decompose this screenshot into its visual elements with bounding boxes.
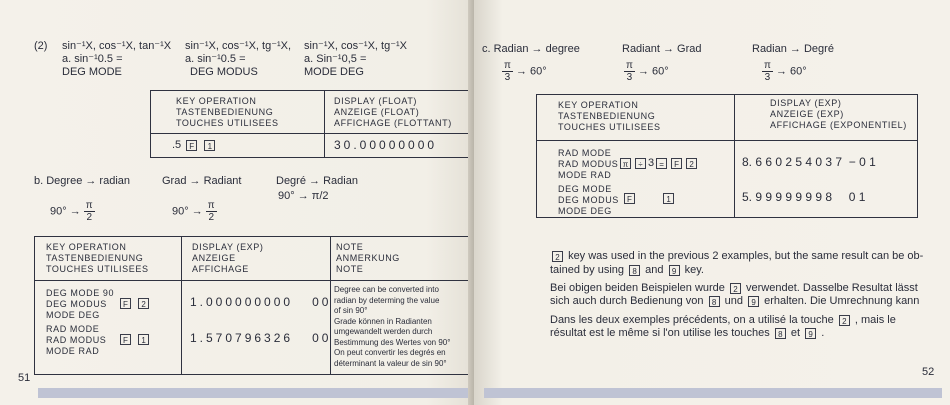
right-table-col-divider bbox=[734, 94, 735, 218]
section-b-col2-line1: Grad → Radiant bbox=[162, 175, 242, 187]
page-number-left: 51 bbox=[18, 372, 31, 384]
para-en-line1: 2 key was used in the previous 2 examples, but the same result can be ob- bbox=[550, 250, 923, 263]
eight-key-icon: 8 bbox=[629, 265, 640, 276]
section-c-col1-formula: $\frac{\pi}{3}$ → 60° bbox=[504, 60, 547, 83]
one-key-icon: 1 bbox=[138, 334, 149, 345]
section-b-col1-line2: 90° → $\frac{\pi}{2}$ bbox=[50, 200, 93, 223]
section-2-col3-line2: a. Sin⁻¹0,5 = bbox=[304, 53, 367, 65]
pi-over-3-fraction-de: $\frac{\pi}{3}$ bbox=[626, 60, 633, 83]
right-table-row2-keys bbox=[622, 192, 676, 205]
table2-row1-key-label: DEG MODE 90 DEG MODUS MODE DEG bbox=[46, 288, 115, 320]
right-table-row1-label: RAD MODE RAD MODUS MODE RAD bbox=[558, 148, 619, 180]
section-c-col2-formula: $\frac{\pi}{3}$ → 60° bbox=[626, 60, 669, 83]
table2-header-display: DISPLAY (EXP) ANZEIGE AFFICHAGE bbox=[192, 242, 264, 274]
right-table-row2-display: 5. 9 9 9 9 9 9 9 8 0 1 bbox=[742, 190, 866, 204]
table2-note: Degree can be converted into radian by determing the value of sin 90° Grade können in Radianten umgewandelt werden durch Bestimmung des Wertes von 90° On peut convertir les degrés en déterminant la valeur de sin 90° bbox=[334, 285, 451, 368]
right-table-header-display: DISPLAY (EXP) ANZEIGE (EXP) AFFICHAGE (EXPONENTIEL) bbox=[770, 98, 907, 130]
section-2-col2-line2: a. sin⁻¹0.5 = bbox=[185, 53, 246, 65]
section-2-col1-line1: sin⁻¹X, cos⁻¹X, tan⁻¹X bbox=[62, 40, 172, 52]
table2-row1-display: 1.000000000 00 bbox=[190, 295, 332, 309]
pi-over-3-fraction-fr: $\frac{\pi}{3}$ bbox=[764, 60, 771, 83]
section-b-col1-line1: b. Degree → radian bbox=[34, 175, 130, 187]
two-key-icon: 2 bbox=[686, 158, 697, 169]
pi-over-2-fraction-de: $\frac{\pi}{2}$ bbox=[207, 200, 215, 223]
pi-over-3-fraction: $\frac{\pi}{3}$ bbox=[504, 60, 511, 83]
table1-header-key: KEY OPERATION TASTENBEDIENUNG TOUCHES UTILISEES bbox=[176, 96, 279, 128]
section-b-col2-line2: 90° → $\frac{\pi}{2}$ bbox=[172, 200, 215, 223]
section-2-col1-line3: DEG MODE bbox=[62, 66, 122, 78]
right-table-row1-display: 8. 6 6 0 2 5 4 0 3 7 − 0 1 bbox=[742, 155, 876, 169]
equals-key-icon: = bbox=[656, 158, 667, 169]
para-en-line2: tained by using 8 and 9 key. bbox=[550, 264, 704, 276]
table2-divider bbox=[34, 280, 470, 281]
para-fr-line1: Dans les deux exemples précédents, on a utilisé la touche 2 , mais le bbox=[550, 314, 896, 326]
section-b-col3-line1: Degré → Radian bbox=[276, 175, 358, 187]
table2-header-key: KEY OPERATION TASTENBEDIENUNG TOUCHES UTILISEES bbox=[46, 242, 149, 274]
para-fr-line2: résultat est le même si l'on utilise les touches 8 et 9 . bbox=[550, 327, 825, 339]
table2-col-divider-1 bbox=[181, 236, 182, 375]
table2-row2-display: 1.570796326 00 bbox=[190, 331, 332, 345]
section-b-col3-line2: 90° → π/2 bbox=[278, 190, 329, 202]
right-table-divider bbox=[536, 140, 918, 141]
table1-divider bbox=[150, 133, 470, 134]
section-2-col2-line1: sin⁻¹X, cos⁻¹X, tg⁻¹X, bbox=[185, 40, 292, 52]
section-2-col1-line2: a. sin⁻¹0.5 = bbox=[62, 53, 123, 65]
section-c-col2: Radiant → Grad bbox=[622, 43, 702, 55]
para-de-line2: sich auch durch Bedienung von 8 und 9 erhalten. Die Umrechnung kann bbox=[550, 295, 920, 307]
one-key-icon: 1 bbox=[204, 140, 215, 151]
right-page bbox=[474, 0, 950, 405]
table1-col-divider bbox=[324, 90, 325, 158]
f-key-icon: F bbox=[624, 193, 635, 204]
nine-key-icon: 9 bbox=[669, 265, 680, 276]
table2-row2-keys bbox=[118, 333, 151, 346]
two-key-icon: 2 bbox=[138, 298, 149, 309]
section-c-col1: c. Radian → degree bbox=[482, 43, 580, 55]
eight-key-icon: 8 bbox=[775, 328, 786, 339]
right-table-header-key: KEY OPERATION TASTENBEDIENUNG TOUCHES UTILISEES bbox=[558, 100, 661, 132]
nine-key-icon: 9 bbox=[748, 296, 759, 307]
f-key-icon: F bbox=[671, 158, 682, 169]
section-c-col3-formula: $\frac{\pi}{3}$ → 60° bbox=[764, 60, 807, 83]
pi-key-icon: π bbox=[620, 158, 631, 169]
para-de-line1: Bei obigen beiden Beispielen wurde 2 verwendet. Dasselbe Resultat lässt bbox=[550, 282, 918, 294]
right-table-row2-label: DEG MODE DEG MODUS MODE DEG bbox=[558, 184, 619, 216]
table1-header-display: DISPLAY (FLOAT) ANZEIGE (FLOAT) AFFICHAGE (FLOTTANT) bbox=[334, 96, 452, 128]
table1-key-sequence: .5 F 1 bbox=[172, 139, 217, 152]
bottom-stripe-left bbox=[38, 388, 468, 398]
f-key-icon: F bbox=[120, 334, 131, 345]
right-table-row1-keys: π ÷ 3 = F 2 bbox=[618, 157, 699, 170]
two-key-icon: 2 bbox=[839, 315, 850, 326]
section-c-col3: Radian → Degré bbox=[752, 43, 834, 55]
divide-key-icon: ÷ bbox=[635, 158, 646, 169]
pi-over-2-fraction: $\frac{\pi}{2}$ bbox=[85, 200, 93, 223]
table2-row2-key-label: RAD MODE RAD MODUS MODE RAD bbox=[46, 324, 107, 356]
page-number-right: 52 bbox=[922, 366, 935, 378]
section-2-col2-line3: DEG MODUS bbox=[190, 66, 258, 78]
f-key-icon: F bbox=[120, 298, 131, 309]
section-2-col3-line3: MODE DEG bbox=[304, 66, 364, 78]
section-2-marker: (2) bbox=[34, 40, 48, 52]
nine-key-icon: 9 bbox=[805, 328, 816, 339]
two-key-icon: 2 bbox=[552, 251, 563, 262]
bottom-stripe-right bbox=[484, 388, 942, 398]
section-2-col3-line1: sin⁻¹X, cos⁻¹X, tg⁻¹X bbox=[304, 40, 407, 52]
two-key-icon: 2 bbox=[730, 283, 741, 294]
one-key-icon: 1 bbox=[663, 193, 674, 204]
left-page bbox=[0, 0, 474, 405]
table2-header-note: NOTE ANMERKUNG NOTE bbox=[336, 242, 400, 274]
f-key-icon: F bbox=[186, 140, 197, 151]
eight-key-icon: 8 bbox=[709, 296, 720, 307]
table2-row1-keys bbox=[118, 297, 151, 310]
table1-display-value: 30.00000000 bbox=[334, 138, 438, 152]
